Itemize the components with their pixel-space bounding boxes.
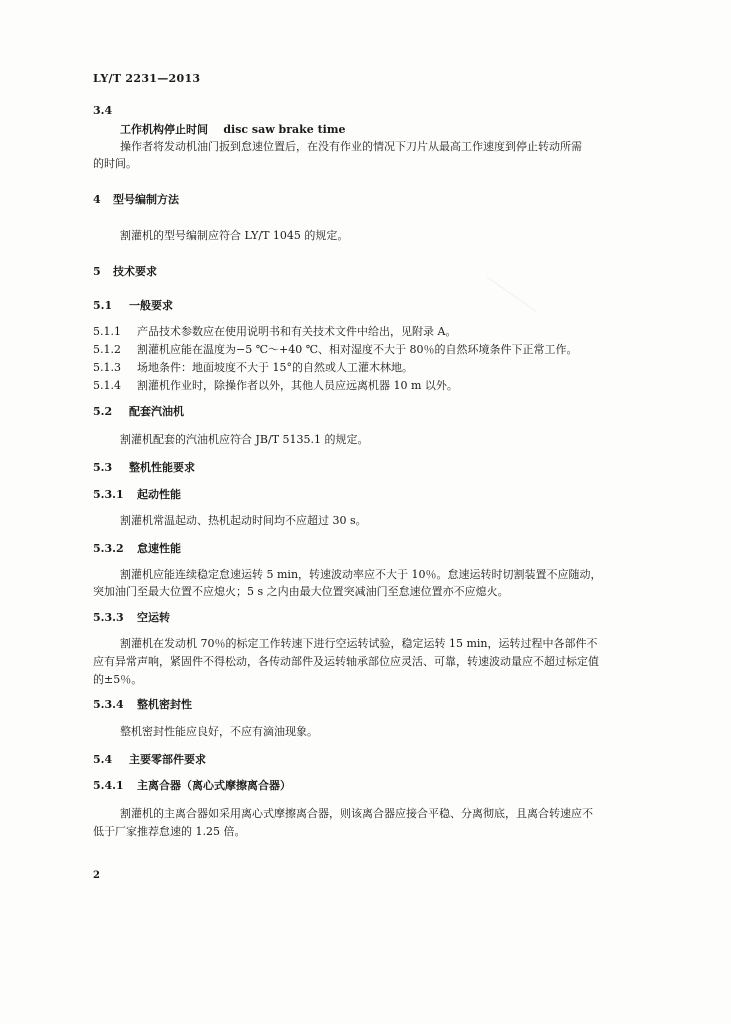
clause-5-3-4-number: 5.3.4 — [93, 698, 124, 711]
clause-5-3-3-line3: 的±5％。 — [93, 673, 143, 686]
term-chinese: 工作机构停止时间 — [120, 123, 208, 136]
clause-5-1-4-number: 5.1.4 — [93, 379, 121, 392]
clause-5-3-2-line1: 割灌机应能连续稳定怠速运转 5 min，转速波动率应不大于 10％。怠速运转时切割装置不应随动， — [120, 568, 602, 581]
clause-5-1-2-number: 5.1.2 — [93, 343, 121, 356]
clause-5-1-1-number: 5.1.1 — [93, 325, 121, 338]
clause-5-3-1-number: 5.3.1 — [93, 488, 124, 501]
clause-3-4-definition-line1: 操作者将发动机油门扳到怠速位置后，在没有作业的情况下刀片从最高工作速度到停止转动所需 — [120, 140, 582, 153]
section-5-number: 5 — [93, 265, 101, 278]
standard-code: LY/T 2231—2013 — [93, 72, 201, 85]
section-4-title: 型号编制方法 — [113, 193, 179, 206]
clause-5-2-body: 割灌机配套的汽油机应符合 JB/T 5135.1 的规定。 — [120, 433, 369, 446]
scan-artifact — [464, 277, 537, 345]
clause-5-3-1-heading — [93, 487, 181, 503]
clause-5-3-4-heading — [93, 697, 192, 713]
clause-5-4-1-line1: 割灌机的主离合器如采用离心式摩擦离合器，则该离合器应接合平稳、分离彻底，且离合转速应不 — [120, 807, 593, 820]
clause-3-4-term — [120, 122, 346, 138]
section-4-heading — [93, 192, 179, 208]
clause-5-4-1-heading — [93, 778, 291, 794]
clause-5-1-2-text: 割灌机应能在温度为−5 ℃～+40 ℃、相对湿度不大于 80％的自然环境条件下正常工作。 — [137, 343, 578, 356]
clause-5-1-4 — [93, 378, 458, 394]
clause-5-3-2-line2: 突加油门至最大位置不应熄火；5 s 之内由最大位置突减油门至怠速位置亦不应熄火。 — [93, 585, 509, 598]
clause-5-3-4-title: 整机密封性 — [137, 698, 192, 711]
clause-5-3-3-title: 空运转 — [137, 611, 170, 624]
section-5-title: 技术要求 — [113, 265, 157, 278]
clause-5-1-4-text: 割灌机作业时，除操作者以外，其他人员应远离机器 10 m 以外。 — [137, 379, 458, 392]
clause-5-1-number: 5.1 — [93, 299, 113, 312]
clause-5-4-1-title: 主离合器（离心式摩擦离合器） — [137, 779, 291, 792]
clause-5-3-3-line2: 应有异常声响，紧固件不得松动，各传动部件及运转轴承部位应灵活、可靠，转速波动量应不超过标定值 — [93, 655, 599, 668]
clause-5-1-3-text: 场地条件：地面坡度不大于 15°的自然或人工灌木林地。 — [137, 361, 413, 374]
clause-5-3-2-heading — [93, 541, 181, 557]
clause-5-3-3-number: 5.3.3 — [93, 611, 124, 624]
clause-5-1-heading — [93, 298, 173, 314]
clause-5-3-heading — [93, 460, 195, 476]
clause-5-3-3-line1: 割灌机在发动机 70％的标定工作转速下进行空运转试验，稳定运转 15 min，运转过程中各部件不 — [120, 637, 598, 650]
clause-3-4-definition-line2: 的时间。 — [93, 157, 137, 170]
clause-5-3-4-body: 整机密封性能应良好，不应有滴油现象。 — [120, 725, 318, 738]
clause-5-4-heading — [93, 752, 206, 768]
clause-5-1-2 — [93, 342, 578, 358]
section-4-body: 割灌机的型号编制应符合 LY/T 1045 的规定。 — [120, 229, 349, 242]
page-number: 2 — [93, 870, 100, 881]
clause-5-3-2-number: 5.3.2 — [93, 542, 124, 555]
clause-5-3-2-title: 怠速性能 — [137, 542, 181, 555]
clause-5-2-title: 配套汽油机 — [129, 405, 184, 418]
clause-5-1-title: 一般要求 — [129, 299, 173, 312]
clause-5-2-number: 5.2 — [93, 405, 113, 418]
clause-5-3-number: 5.3 — [93, 461, 113, 474]
section-4-number: 4 — [93, 193, 101, 206]
clause-5-3-1-title: 起动性能 — [137, 488, 181, 501]
clause-5-2-heading — [93, 404, 184, 420]
clause-5-4-1-line2: 低于厂家推荐怠速的 1.25 倍。 — [93, 825, 246, 838]
clause-5-4-title: 主要零部件要求 — [129, 753, 206, 766]
clause-5-3-1-body: 割灌机常温起动、热机起动时间均不应超过 30 s。 — [120, 514, 367, 527]
term-english: disc saw brake time — [223, 123, 346, 136]
clause-5-3-title: 整机性能要求 — [129, 461, 195, 474]
clause-5-1-3-number: 5.1.3 — [93, 361, 121, 374]
clause-5-1-1 — [93, 324, 456, 340]
clause-5-3-3-heading — [93, 610, 170, 626]
clause-5-1-1-text: 产品技术参数应在使用说明书和有关技术文件中给出，见附录 A。 — [137, 325, 457, 338]
clause-5-4-number: 5.4 — [93, 753, 113, 766]
section-5-heading — [93, 264, 157, 280]
clause-5-4-1-number: 5.4.1 — [93, 779, 124, 792]
clause-3-4-number: 3.4 — [93, 104, 113, 117]
clause-5-1-3 — [93, 360, 413, 376]
